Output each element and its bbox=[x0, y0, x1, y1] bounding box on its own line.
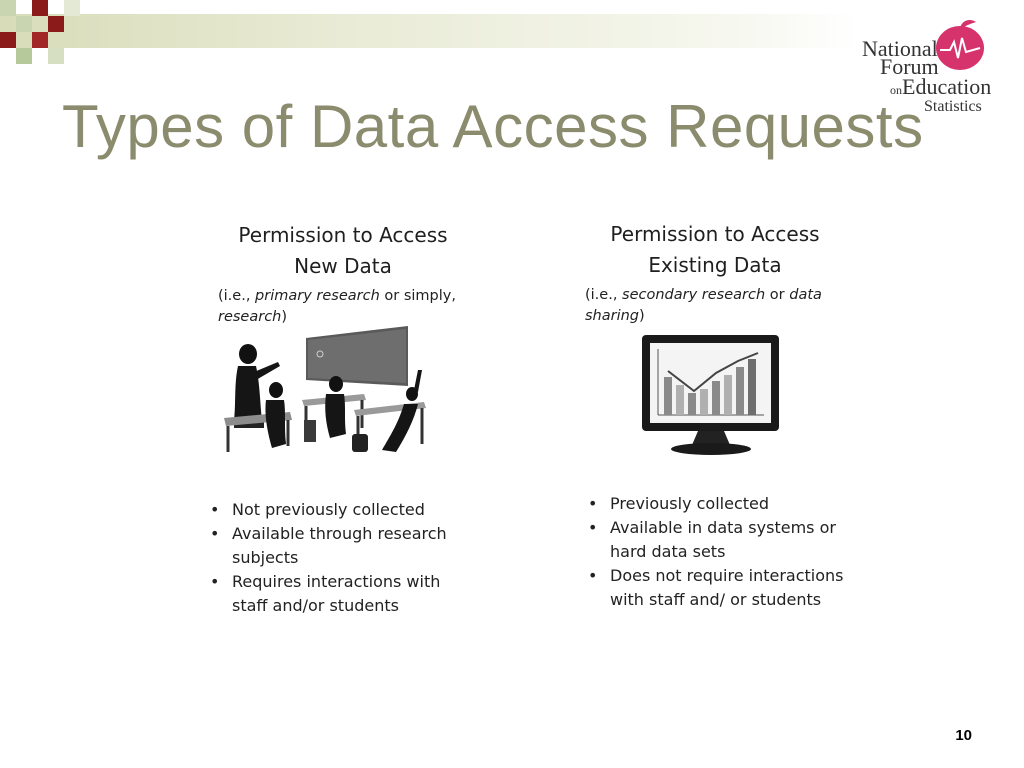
subtitle-italic-primary: primary research bbox=[255, 288, 380, 304]
list-item: • Previously collected bbox=[584, 492, 864, 516]
subtitle-prefix: (i.e., bbox=[218, 288, 256, 304]
checker-pattern bbox=[0, 0, 80, 64]
logo-national: National bbox=[862, 36, 938, 61]
list-item: • Does not require interactions with staff and/ or students bbox=[584, 564, 860, 612]
list-item: • Requires interactions with staff and/or students bbox=[206, 570, 472, 618]
slide-title: Types of Data Access Requests bbox=[62, 93, 924, 160]
subtitle-suffix: ) bbox=[281, 309, 288, 325]
existing-data-panel bbox=[585, 219, 845, 327]
list-item: • Available in data systems or hard data sets bbox=[584, 516, 872, 564]
subtitle-mid: or simply, bbox=[379, 288, 456, 304]
existing-data-heading-line1: Permission to Access bbox=[610, 222, 820, 246]
new-data-heading-line1: Permission to Access bbox=[238, 223, 448, 247]
new-data-heading bbox=[218, 220, 468, 282]
subtitle-italic-secondary: secondary research bbox=[622, 287, 766, 303]
logo-forum: Forum bbox=[880, 54, 939, 79]
existing-data-bullets bbox=[584, 492, 864, 612]
subtitle-suffix: ) bbox=[639, 308, 645, 324]
existing-data-heading-line2: Existing Data bbox=[648, 253, 782, 277]
existing-data-heading bbox=[585, 219, 845, 281]
subtitle-italic-sharing: data sharing bbox=[585, 287, 822, 324]
new-data-subtitle bbox=[218, 286, 468, 328]
existing-data-subtitle bbox=[585, 285, 845, 327]
logo-education: Education bbox=[902, 74, 992, 99]
page-number: 10 bbox=[955, 727, 972, 744]
list-item: • Not previously collected bbox=[206, 498, 476, 522]
logo-on: on bbox=[890, 83, 902, 97]
new-data-panel bbox=[218, 220, 468, 328]
header-band bbox=[0, 14, 860, 48]
subtitle-italic-research: research bbox=[218, 309, 282, 325]
new-data-bullets bbox=[206, 498, 476, 618]
monitor-chart-illustration bbox=[638, 333, 783, 458]
apple-heartbeat-icon bbox=[930, 14, 990, 74]
subtitle-mid: or bbox=[765, 287, 790, 303]
new-data-heading-line2: New Data bbox=[294, 254, 392, 278]
list-item: • Available through research subjects bbox=[206, 522, 462, 570]
logo-statistics: Statistics bbox=[924, 98, 982, 115]
subtitle-prefix: (i.e., bbox=[585, 287, 623, 303]
classroom-illustration bbox=[220, 324, 440, 474]
